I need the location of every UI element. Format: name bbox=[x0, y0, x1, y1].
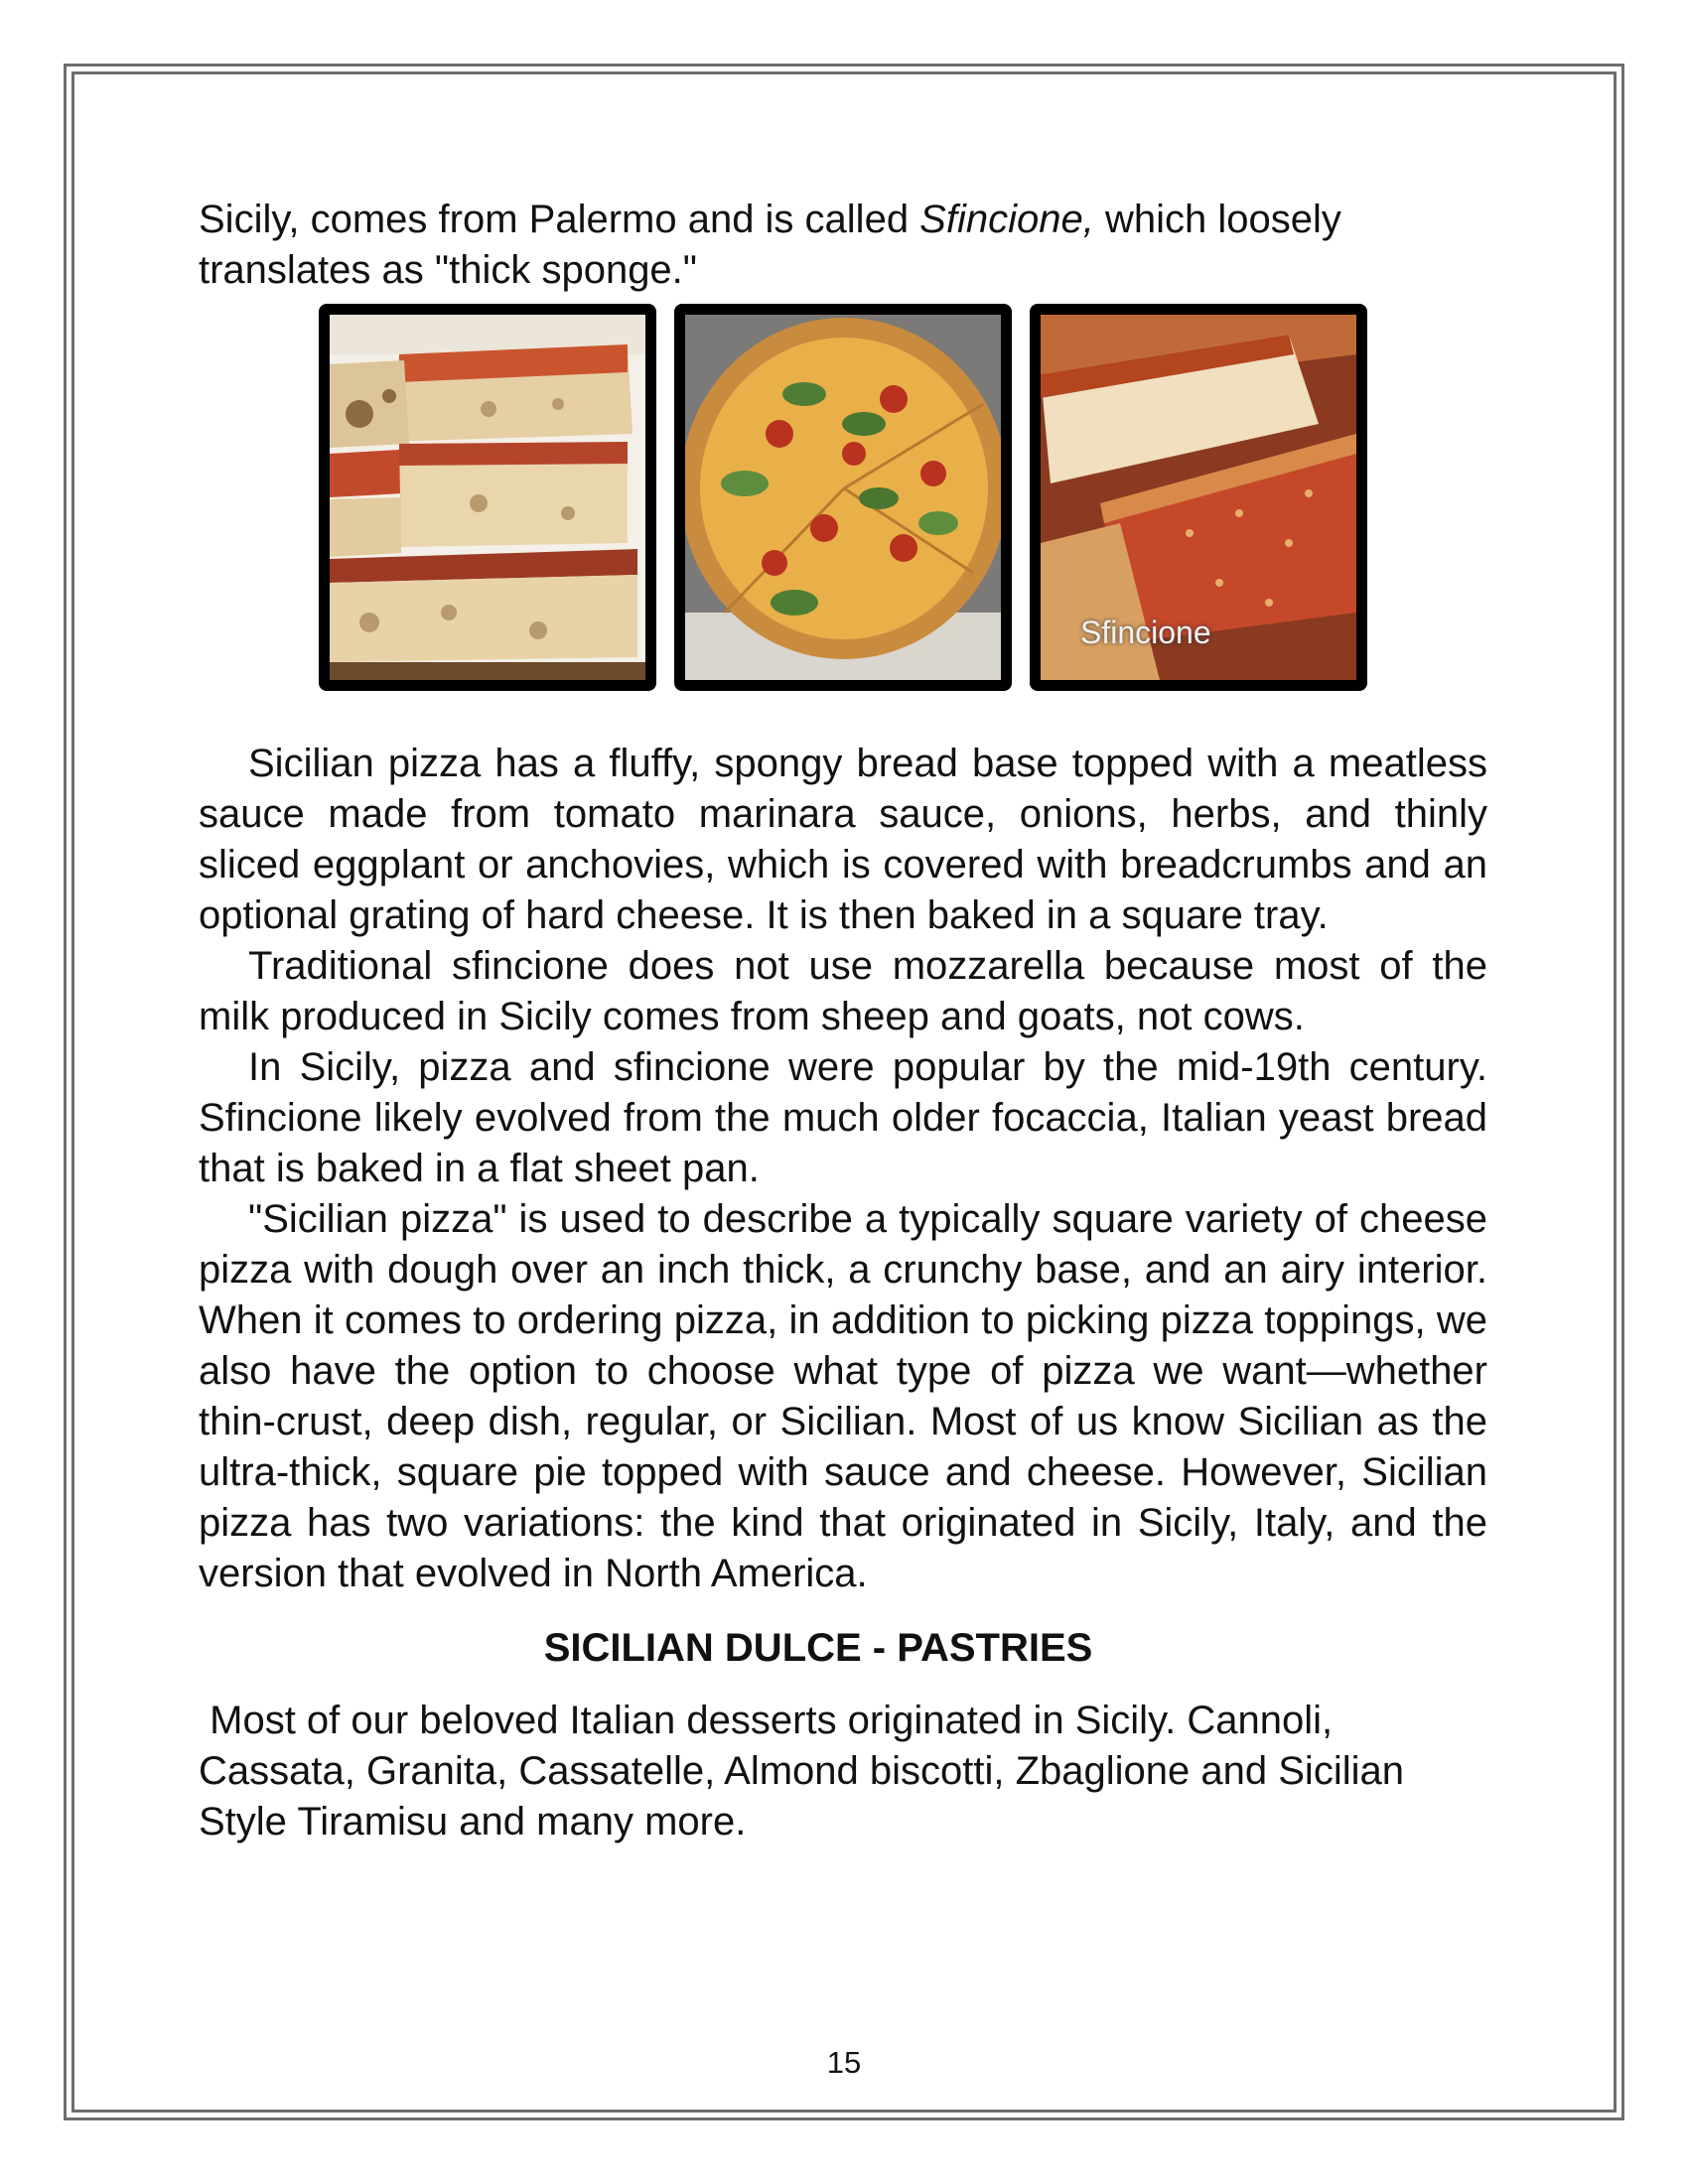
page-content bbox=[199, 195, 1487, 1847]
page-number: 15 bbox=[826, 2045, 862, 2080]
intro-paragraph bbox=[199, 195, 1487, 296]
paragraph: Traditional sfincione does not use mozzarella because most of the milk produced in Sicily comes from sheep and goats, not cows. bbox=[199, 944, 1487, 1038]
photo-caption: Sfincione bbox=[1080, 614, 1211, 650]
photo-row bbox=[199, 304, 1487, 691]
section-heading: SICILIAN DULCE - PASTRIES bbox=[543, 1626, 1093, 1670]
photo-stacked-pizza-squares bbox=[319, 304, 656, 691]
body-text bbox=[199, 739, 1487, 1599]
paragraph: Sicilian pizza has a fluffy, spongy bread base topped with a meatless sauce made from tomato marinara sauce, onions, herbs, and thinly sliced eggplant or anchovies, which is covered with breadcrumbs and an optional grating of hard cheese. It is then baked in a square tray. bbox=[199, 742, 1487, 937]
photo-round-pepperoni-pizza bbox=[674, 304, 1012, 691]
intro-text-start: Sicily, comes from Palermo and is called bbox=[199, 198, 920, 241]
photo-sfincione bbox=[1030, 304, 1367, 691]
pepperoni-pizza-image bbox=[685, 315, 1001, 680]
pastries-paragraph: Most of our beloved Italian desserts originated in Sicily. Cannoli, Cassata, Granita, Cassatelle, Almond biscotti, Zbaglione and Sicilian Style Tiramisu and many more. bbox=[199, 1699, 1416, 1843]
intro-text-end: which loosely translates as "thick sponge." bbox=[199, 198, 1341, 292]
paragraph: In Sicily, pizza and sfincione were popular by the mid-19th century. Sfincione likely evolved from the much older focaccia, Italian yeast bread that is baked in a flat sheet pan. bbox=[199, 1045, 1487, 1190]
paragraph: "Sicilian pizza" is used to describe a typically square variety of cheese pizza with dough over an inch thick, a crunchy base, and an airy interior. When it comes to ordering pizza, in addition to picking pizza toppings, we also have the option to choose what type of pizza we want—whether thin-crust, deep dish, regular, or Sicilian. Most of us know Sicilian as the ultra-thick, square pie topped with sauce and cheese. However, Sicilian pizza has two variations: the kind that originated in Sicily, Italy, and the version that evolved in North America. bbox=[199, 1197, 1487, 1595]
stacked-pizza-image bbox=[330, 315, 645, 680]
intro-italic-term: Sfincione, bbox=[919, 198, 1094, 241]
